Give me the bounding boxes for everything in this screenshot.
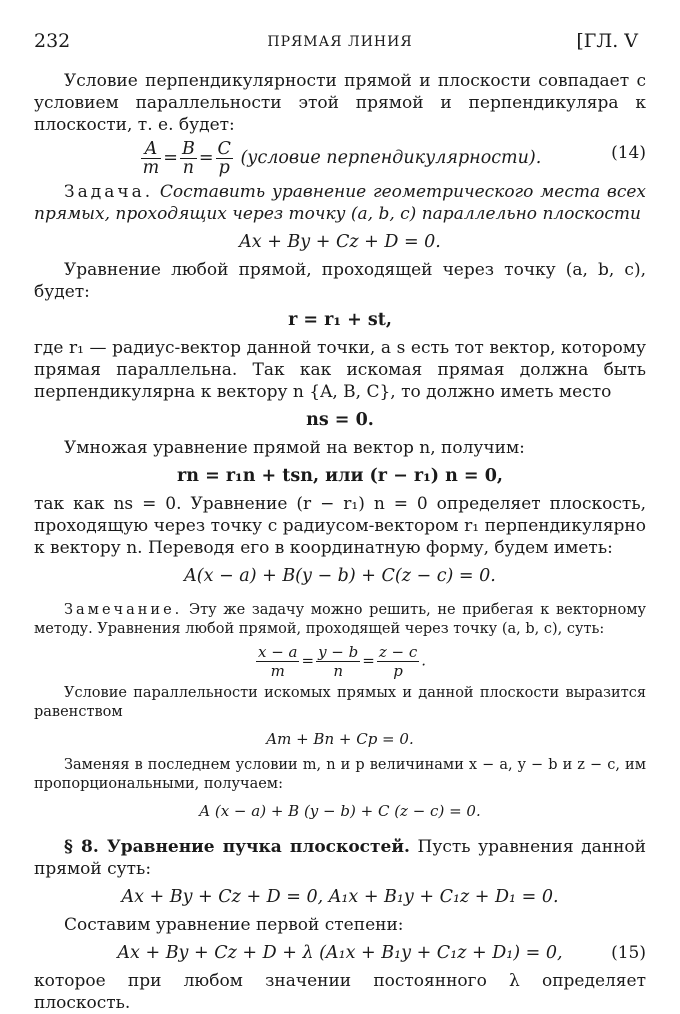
paragraph-compose: Составим уравнение первой степени:	[64, 915, 404, 935]
task-label: Задача.	[64, 182, 154, 202]
paragraph-multiply: Умножая уравнение прямой на вектор n, получим:	[64, 438, 525, 458]
equation-15-number: (15)	[611, 943, 646, 963]
two-planes-equation: Ax + By + Cz + D = 0, A₁x + B₁y + C₁z + D₁ = 0.	[121, 887, 559, 907]
fraction-c-p: $\frac{C}{p}$	[217, 139, 231, 178]
remark-label: Замечание.	[64, 602, 183, 618]
parallel-condition-equation: Am + Bn + Cp = 0.	[266, 730, 414, 748]
equation-14-note: (условие перпендикулярности).	[240, 148, 542, 168]
fraction-x-a: $\frac{x - a}{m}$	[257, 643, 298, 680]
section-8-paragraph	[34, 836, 646, 880]
equation-14-number: (14)	[611, 143, 646, 163]
page-body	[34, 70, 646, 1014]
line-vector-equation: r = r₁ + st,	[288, 310, 392, 330]
task-text: Составить уравнение геометрического места всех прямых, проходящих через точку (a, b, c) параллельно плоскости	[34, 182, 646, 224]
page-number: 232	[34, 30, 71, 52]
section-heading: § 8. Уравнение пучка плоскостей.	[64, 837, 410, 857]
fraction-b-n: $\frac{B}{n}$	[181, 139, 195, 178]
remark-condition-paragraph: Условие параллельности искомых прямых и данной плоскости выразится равенством	[34, 685, 646, 720]
chapter-label: [ГЛ. V	[576, 30, 638, 52]
equation-15	[34, 940, 646, 966]
paragraph-line-equation: Уравнение любой прямой, проходящей через точку (a, b, c), будет:	[34, 260, 646, 302]
plane-coordinate-equation: A(x − a) + B(y − b) + C(z − c) = 0.	[184, 566, 496, 586]
running-title: ПРЯМАЯ ЛИНИЯ	[267, 34, 413, 50]
paragraph-final: которое при любом значении постоянного λ определяет плоскость.	[34, 971, 646, 1013]
fraction-y-b: $\frac{y - b}{n}$	[318, 643, 359, 680]
remark-paragraph	[34, 601, 646, 639]
rn-equation: rn = r₁n + tsn, или (r − r₁) n = 0,	[177, 466, 503, 486]
paragraph-plane-definition: так как ns = 0. Уравнение (r − r₁) n = 0 определяет плоскость, проходящую через точку с радиусом-вектором r₁ перпендикулярно к вектору n. Переводя его в координатную форму, будем иметь:	[34, 494, 646, 558]
paragraph-radius-vector: где r₁ — радиус-вектор данной точки, а s есть тот вектор, которому прямая параллельна. Так как искомая прямая должна быть перпендикулярна к вектору n {A, B, C}, то должно иметь место	[34, 338, 646, 402]
remark-result-equation: A (x − a) + B (y − b) + C (z − c) = 0.	[199, 802, 481, 820]
fraction-a-m: $\frac{A}{m}$	[142, 139, 160, 178]
canonical-line-equation: $\frac{x - a}{m}$ = $\frac{y - b}{n}$ = $\frac{z - c}{p}$ .	[257, 643, 427, 680]
remark-text: Эту же задачу можно решить, не прибегая к векторному методу. Уравнения любой прямой, проходящей через точку (a, b, c), суть:	[34, 602, 647, 637]
task-plane-equation: Ax + By + Cz + D = 0.	[239, 232, 441, 252]
equation-15-body: Ax + By + Cz + D + λ (A₁x + B₁y + C₁z + D₁) = 0,	[117, 943, 563, 963]
paragraph-perpendicularity: Условие перпендикулярности прямой и плоскости совпадает с условием параллельности этой прямой и перпендикуляра к плоскости, т. е. будет:	[34, 71, 646, 135]
section-intro: Пусть уравнения данной прямой суть:	[34, 837, 646, 879]
ns-equation: ns = 0.	[306, 410, 374, 430]
task-paragraph	[34, 181, 646, 225]
fraction-z-c: $\frac{z - c}{p}$	[378, 643, 418, 680]
remark-replace-paragraph: Заменяя в последнем условии m, n и p величинами x − a, y − b и z − c, им пропорциональными, получаем:	[34, 757, 646, 792]
equation-14: $\frac{A}{m}$ = $\frac{B}{n}$ = $\frac{C}{p}$ (условие перпендикулярности). (14)	[142, 139, 646, 178]
